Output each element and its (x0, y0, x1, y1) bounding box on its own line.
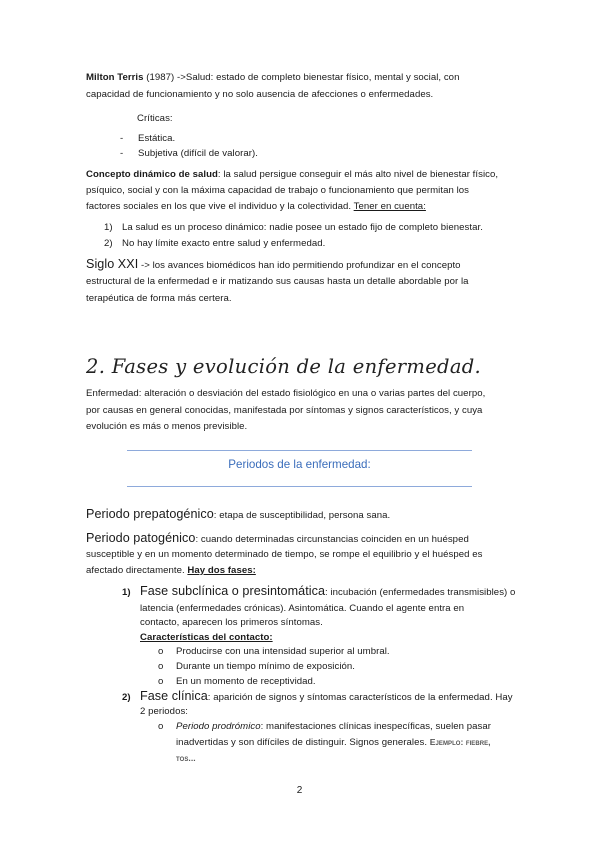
siglo-term: Siglo XXI (86, 257, 139, 271)
tener-item (104, 219, 483, 236)
concepto-line3 (86, 198, 426, 215)
milton-terris-line2: capacidad de funcionamiento y no solo ausencia de afecciones o enfermedades. (86, 89, 434, 100)
number-marker: 2) (122, 692, 131, 703)
criticas-item-text: Estática. (138, 133, 176, 144)
tener-item-text: La salud es un proceso dinámico: nadie posee un estado fijo de completo bienestar. (122, 222, 483, 233)
criticas-item (120, 145, 258, 162)
dash-marker: - (120, 133, 124, 144)
contacto-item-text: Durante un tiempo mínimo de exposición. (176, 661, 355, 672)
milton-terris-name: Milton Terris (86, 72, 144, 83)
fase2-term: Fase clínica (140, 689, 208, 703)
prodromico-line2-text: inadvertidas y son difíciles de distinguir. Signos generales. (176, 737, 428, 748)
page-number: 2 (296, 785, 303, 796)
enfermedad-line1: Enfermedad: alteración o desviación del estado fisiológico en una o varias partes del cuerpo, (86, 388, 486, 399)
siglo-line1 (86, 256, 461, 274)
divider-top (127, 450, 472, 451)
contacto-item-text: Producirse con una intensidad superior al umbral. (176, 646, 390, 657)
concepto-title: Concepto dinámico de salud (86, 169, 218, 180)
siglo-line2: estructural de la enfermedad e ir matizando sus causas hasta un detalle abordable por la (86, 276, 469, 287)
fase2-rest: : aparición de signos y síntomas característicos de la enfermedad. Hay (207, 692, 513, 703)
milton-year: (1987) ->Salud (143, 72, 211, 83)
prodromico-line3: tos... (176, 753, 196, 763)
concepto-line3-text: factores sociales en los que vive el individuo y la colectividad. (86, 201, 352, 212)
prodromico-term: Periodo prodrómico (176, 721, 261, 732)
criticas-title: Críticas: (137, 113, 173, 124)
bullet-marker: o (158, 661, 164, 672)
fase1-line1 (122, 583, 515, 601)
tener-item (104, 235, 325, 252)
prepatogenico-line (86, 506, 390, 524)
dash-marker: - (120, 148, 124, 159)
concepto-line2: psíquico, social y con la máxima capacidad de trabajo o funcionamiento que permitan los (86, 185, 469, 196)
prodromico-line2 (176, 734, 491, 751)
section-title: 2. Fases y evolución de la enfermedad. (86, 355, 482, 378)
tener-item-text: No hay límite exacto entre salud y enfermedad. (122, 238, 326, 249)
bullet-marker: o (158, 721, 164, 732)
patogenico-line2: susceptible y en un momento determinado de tiempo, se rompe el equilibrio y el huésped es (86, 549, 483, 560)
bullet-marker: o (158, 676, 164, 687)
milton-rest: : estado de completo bienestar físico, mental y social, con (210, 72, 460, 83)
number-marker: 1) (122, 587, 131, 598)
concepto-line1 (86, 166, 498, 183)
number-marker: 1) (104, 222, 113, 233)
siglo-line3: terapéutica de forma más certera. (86, 293, 232, 304)
divider-bottom (127, 486, 472, 487)
prepatogenico-rest: : etapa de susceptibilidad, persona sana. (213, 510, 391, 521)
fase1-line3: contacto, aparecen los primeros síntomas. (140, 617, 323, 628)
fase2-line2: 2 periodos: (140, 706, 189, 717)
patogenico-term: Periodo patogénico (86, 531, 196, 545)
caracteristicas-title: Características del contacto: (140, 632, 273, 643)
fase1-line2: latencia (enfermedades crónicas). Asintomática. Cuando el agente entra en (140, 603, 465, 614)
patogenico-line3 (86, 562, 256, 579)
prodromico-rest: : manifestaciones clínicas inespecíficas, suelen pasar (260, 721, 492, 732)
ejemplo-label: Ejemplo: fiebre, (429, 737, 491, 747)
concepto-rest: : la salud persigue conseguir el más alto nivel de bienestar físico, (217, 169, 499, 180)
fase1-rest: : incubación (enfermedades transmisibles) o (325, 587, 516, 598)
periodos-subheading: Periodos de la enfermedad: (228, 458, 371, 471)
hay-dos-fases: Hay dos fases: (187, 565, 256, 576)
enfermedad-line3: evolución es más o menos previsible. (86, 421, 248, 432)
contacto-item-text: En un momento de receptividad. (176, 676, 316, 687)
patogenico-rest: : cuando determinadas circunstancias coinciden en un huésped (195, 534, 469, 545)
milton-terris-line1 (86, 69, 459, 86)
siglo-rest: -> los avances biomédicos han ido permitiendo profundizar en el concepto (138, 260, 461, 271)
number-marker: 2) (104, 238, 113, 249)
fase1-term: Fase subclínica o presintomática (140, 584, 325, 598)
prepatogenico-term: Periodo prepatogénico (86, 507, 214, 521)
tener-en-cuenta: Tener en cuenta: (353, 201, 426, 212)
patogenico-line3-text: afectado directamente. (86, 565, 185, 576)
prodromico-line1 (158, 718, 491, 735)
bullet-marker: o (158, 646, 164, 657)
enfermedad-line2: por causas en general conocidas, manifestada por síntomas y signos característicos, y cuya (86, 405, 483, 416)
criticas-item-text: Subjetiva (difícil de valorar). (138, 148, 258, 159)
